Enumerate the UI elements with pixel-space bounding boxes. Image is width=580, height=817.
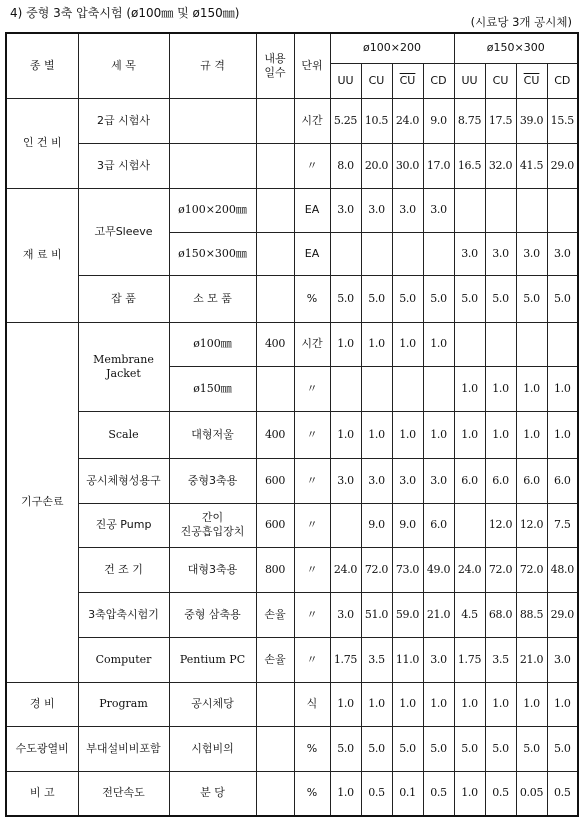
value-cell: 12.0 (516, 503, 547, 547)
unit-cell: % (294, 726, 330, 771)
header-category: 종 별 (6, 33, 78, 98)
value-cell: 1.0 (330, 682, 361, 726)
value-cell: 17.5 (485, 98, 516, 143)
value-cell: 72.0 (485, 547, 516, 592)
unit-cell: EA (294, 232, 330, 275)
value-cell (454, 188, 485, 232)
value-cell: 5.0 (392, 726, 423, 771)
header-item: 세 목 (78, 33, 169, 98)
unit-cell: 〃 (294, 143, 330, 188)
life-cell: 800 (256, 547, 294, 592)
life-cell (256, 143, 294, 188)
item-cell: 고무Sleeve (78, 188, 169, 275)
value-cell: 29.0 (547, 143, 578, 188)
value-cell: 24.0 (392, 98, 423, 143)
life-cell (256, 366, 294, 411)
value-cell: 30.0 (392, 143, 423, 188)
value-cell: 3.0 (547, 637, 578, 682)
value-cell (392, 232, 423, 275)
value-cell: 5.0 (423, 275, 454, 322)
spec-cell (169, 98, 256, 143)
item-cell: Program (78, 682, 169, 726)
value-cell: 1.0 (454, 411, 485, 458)
header-life-text: 내용 일수 (264, 52, 286, 79)
life-cell: 600 (256, 458, 294, 503)
value-cell: 11.0 (392, 637, 423, 682)
value-cell (454, 322, 485, 366)
value-cell: 21.0 (423, 592, 454, 637)
value-cell: 6.0 (485, 458, 516, 503)
value-cell (361, 232, 392, 275)
life-cell: 손율 (256, 637, 294, 682)
value-cell: 49.0 (423, 547, 454, 592)
value-cell: 5.0 (547, 726, 578, 771)
value-cell: 3.0 (330, 458, 361, 503)
value-cell: 12.0 (485, 503, 516, 547)
value-cell: 72.0 (516, 547, 547, 592)
spec-cell (169, 503, 256, 547)
value-cell: 3.0 (392, 458, 423, 503)
value-cell: 10.5 (361, 98, 392, 143)
unit-cell: 〃 (294, 637, 330, 682)
header-test: CD (423, 63, 454, 98)
life-cell (256, 771, 294, 816)
spec-cell: ø150×300㎜ (169, 232, 256, 275)
spec-cell: 중형3축용 (169, 458, 256, 503)
life-cell (256, 232, 294, 275)
value-cell: 5.0 (454, 726, 485, 771)
value-cell: 0.5 (547, 771, 578, 816)
value-cell: 5.0 (547, 275, 578, 322)
unit-cell: 시간 (294, 322, 330, 366)
header-unit: 단위 (294, 33, 330, 98)
category-cell: 재 료 비 (6, 188, 78, 322)
value-cell: 16.5 (454, 143, 485, 188)
value-cell: 0.5 (361, 771, 392, 816)
category-cell: 비 고 (6, 771, 78, 816)
value-cell: 3.0 (547, 232, 578, 275)
value-cell: 3.0 (392, 188, 423, 232)
value-cell: 3.0 (423, 188, 454, 232)
value-cell: 5.0 (361, 726, 392, 771)
value-cell: 1.75 (454, 637, 485, 682)
value-cell: 1.0 (392, 322, 423, 366)
unit-note: (시료당 3개 공시체) (470, 15, 572, 29)
unit-cell: 〃 (294, 592, 330, 637)
unit-cell: 〃 (294, 411, 330, 458)
value-cell (330, 503, 361, 547)
unit-cell: 〃 (294, 503, 330, 547)
value-cell: 20.0 (361, 143, 392, 188)
unit-cell: 식 (294, 682, 330, 726)
value-cell: 1.0 (485, 366, 516, 411)
value-cell (516, 188, 547, 232)
spec-cell: 소 모 품 (169, 275, 256, 322)
value-cell: 59.0 (392, 592, 423, 637)
value-cell: 1.0 (485, 682, 516, 726)
value-cell: 6.0 (547, 458, 578, 503)
item-cell: 3급 시험사 (78, 143, 169, 188)
value-cell: 1.0 (423, 682, 454, 726)
spec-cell: 시험비의 (169, 726, 256, 771)
item-cell: 2급 시험사 (78, 98, 169, 143)
value-cell (485, 188, 516, 232)
unit-cell: EA (294, 188, 330, 232)
value-cell (361, 366, 392, 411)
value-cell: 3.0 (423, 458, 454, 503)
header-test: CU (485, 63, 516, 98)
value-cell: 5.0 (423, 726, 454, 771)
item-cell: 전단속도 (78, 771, 169, 816)
cost-table (5, 32, 579, 817)
life-cell: 400 (256, 322, 294, 366)
value-cell: 0.1 (392, 771, 423, 816)
life-cell (256, 188, 294, 232)
value-cell: 1.0 (516, 682, 547, 726)
value-cell: 1.0 (454, 771, 485, 816)
value-cell: 7.5 (547, 503, 578, 547)
header-life (256, 33, 294, 98)
value-cell: 9.0 (423, 98, 454, 143)
life-cell (256, 275, 294, 322)
spec-cell: ø100×200㎜ (169, 188, 256, 232)
value-cell: 24.0 (330, 547, 361, 592)
header-test: CD (547, 63, 578, 98)
spec-cell: ø150㎜ (169, 366, 256, 411)
spec-cell: 대형저울 (169, 411, 256, 458)
value-cell: 1.0 (330, 322, 361, 366)
value-cell: 5.0 (361, 275, 392, 322)
value-cell: 1.0 (454, 682, 485, 726)
value-cell (423, 232, 454, 275)
life-cell (256, 682, 294, 726)
value-cell: 1.0 (361, 682, 392, 726)
spec-cell: 중형 삼축용 (169, 592, 256, 637)
value-cell: 88.5 (516, 592, 547, 637)
unit-cell: 〃 (294, 547, 330, 592)
value-cell: 73.0 (392, 547, 423, 592)
life-cell: 600 (256, 503, 294, 547)
value-cell (547, 322, 578, 366)
life-cell (256, 726, 294, 771)
spec-text: 간이 진공흡입장치 (180, 511, 245, 538)
value-cell: 0.5 (423, 771, 454, 816)
value-cell: 1.0 (392, 682, 423, 726)
value-cell (547, 188, 578, 232)
value-cell: 5.0 (330, 726, 361, 771)
value-cell: 1.0 (330, 771, 361, 816)
value-cell: 1.0 (547, 682, 578, 726)
value-cell (454, 503, 485, 547)
value-cell: 41.5 (516, 143, 547, 188)
value-cell: 39.0 (516, 98, 547, 143)
header-test: CU (361, 63, 392, 98)
value-cell: 6.0 (454, 458, 485, 503)
value-cell (392, 366, 423, 411)
value-cell: 1.0 (454, 366, 485, 411)
value-cell: 1.0 (361, 322, 392, 366)
value-cell: 1.0 (516, 411, 547, 458)
unit-cell: % (294, 771, 330, 816)
value-cell (516, 322, 547, 366)
value-cell: 21.0 (516, 637, 547, 682)
item-cell: 건 조 기 (78, 547, 169, 592)
category-cell: 인 건 비 (6, 98, 78, 188)
value-cell: 24.0 (454, 547, 485, 592)
value-cell: 5.0 (516, 275, 547, 322)
value-cell: 0.05 (516, 771, 547, 816)
spec-cell: Pentium PC (169, 637, 256, 682)
header-test: $\overline{CU}$ (516, 63, 547, 98)
category-cell: 수도광열비 (6, 726, 78, 771)
value-cell: 1.0 (423, 322, 454, 366)
spec-cell: 공시체당 (169, 682, 256, 726)
value-cell: 1.0 (547, 366, 578, 411)
item-cell: Computer (78, 637, 169, 682)
category-cell: 기구손료 (6, 322, 78, 682)
value-cell: 5.0 (485, 275, 516, 322)
value-cell: 1.0 (423, 411, 454, 458)
value-cell: 1.0 (361, 411, 392, 458)
spec-cell: 분 당 (169, 771, 256, 816)
value-cell: 4.5 (454, 592, 485, 637)
value-cell (485, 322, 516, 366)
value-cell: 3.0 (485, 232, 516, 275)
value-cell: 5.0 (392, 275, 423, 322)
value-cell: 5.0 (516, 726, 547, 771)
value-cell: 48.0 (547, 547, 578, 592)
value-cell: 15.5 (547, 98, 578, 143)
value-cell: 72.0 (361, 547, 392, 592)
value-cell: 9.0 (392, 503, 423, 547)
unit-cell: 시간 (294, 98, 330, 143)
item-cell: Scale (78, 411, 169, 458)
value-cell: 9.0 (361, 503, 392, 547)
item-text: Membrane Jacket (93, 352, 154, 380)
value-cell: 1.0 (392, 411, 423, 458)
value-cell: 5.0 (485, 726, 516, 771)
value-cell: 5.0 (330, 275, 361, 322)
header-spec: 규 격 (169, 33, 256, 98)
item-cell: 진공 Pump (78, 503, 169, 547)
value-cell: 3.0 (361, 188, 392, 232)
item-cell: 공시체형성용구 (78, 458, 169, 503)
value-cell: 3.0 (516, 232, 547, 275)
header-group-150: ø150×300 (454, 33, 578, 63)
life-cell (256, 98, 294, 143)
value-cell (423, 366, 454, 411)
value-cell: 6.0 (423, 503, 454, 547)
header-test: UU (330, 63, 361, 98)
header-test: $\overline{CU}$ (392, 63, 423, 98)
value-cell: 3.5 (485, 637, 516, 682)
value-cell: 51.0 (361, 592, 392, 637)
value-cell: 32.0 (485, 143, 516, 188)
value-cell: 6.0 (516, 458, 547, 503)
page-title: 4) 중형 3축 압축시험 (ø100㎜ 및 ø150㎜) (10, 6, 240, 20)
value-cell: 8.75 (454, 98, 485, 143)
value-cell (330, 232, 361, 275)
value-cell: 0.5 (485, 771, 516, 816)
value-cell: 8.0 (330, 143, 361, 188)
life-cell: 400 (256, 411, 294, 458)
unit-cell: 〃 (294, 458, 330, 503)
item-cell: 부대설비비포함 (78, 726, 169, 771)
value-cell: 29.0 (547, 592, 578, 637)
item-cell: 잡 품 (78, 275, 169, 322)
value-cell: 3.0 (330, 188, 361, 232)
value-cell: 1.0 (547, 411, 578, 458)
unit-cell: % (294, 275, 330, 322)
value-cell: 17.0 (423, 143, 454, 188)
value-cell: 1.0 (485, 411, 516, 458)
unit-cell: 〃 (294, 366, 330, 411)
spec-cell: 대형3축용 (169, 547, 256, 592)
value-cell: 1.0 (516, 366, 547, 411)
value-cell: 1.75 (330, 637, 361, 682)
value-cell: 68.0 (485, 592, 516, 637)
item-cell: 3축압축시험기 (78, 592, 169, 637)
spec-cell: ø100㎜ (169, 322, 256, 366)
header-test: UU (454, 63, 485, 98)
header-group-100: ø100×200 (330, 33, 454, 63)
value-cell: 3.0 (454, 232, 485, 275)
value-cell: 3.0 (330, 592, 361, 637)
value-cell: 3.0 (423, 637, 454, 682)
item-cell (78, 322, 169, 411)
value-cell: 5.0 (454, 275, 485, 322)
value-cell: 3.5 (361, 637, 392, 682)
value-cell: 5.25 (330, 98, 361, 143)
life-cell: 손율 (256, 592, 294, 637)
category-cell: 경 비 (6, 682, 78, 726)
spec-cell (169, 143, 256, 188)
value-cell: 3.0 (361, 458, 392, 503)
value-cell (330, 366, 361, 411)
value-cell: 1.0 (330, 411, 361, 458)
